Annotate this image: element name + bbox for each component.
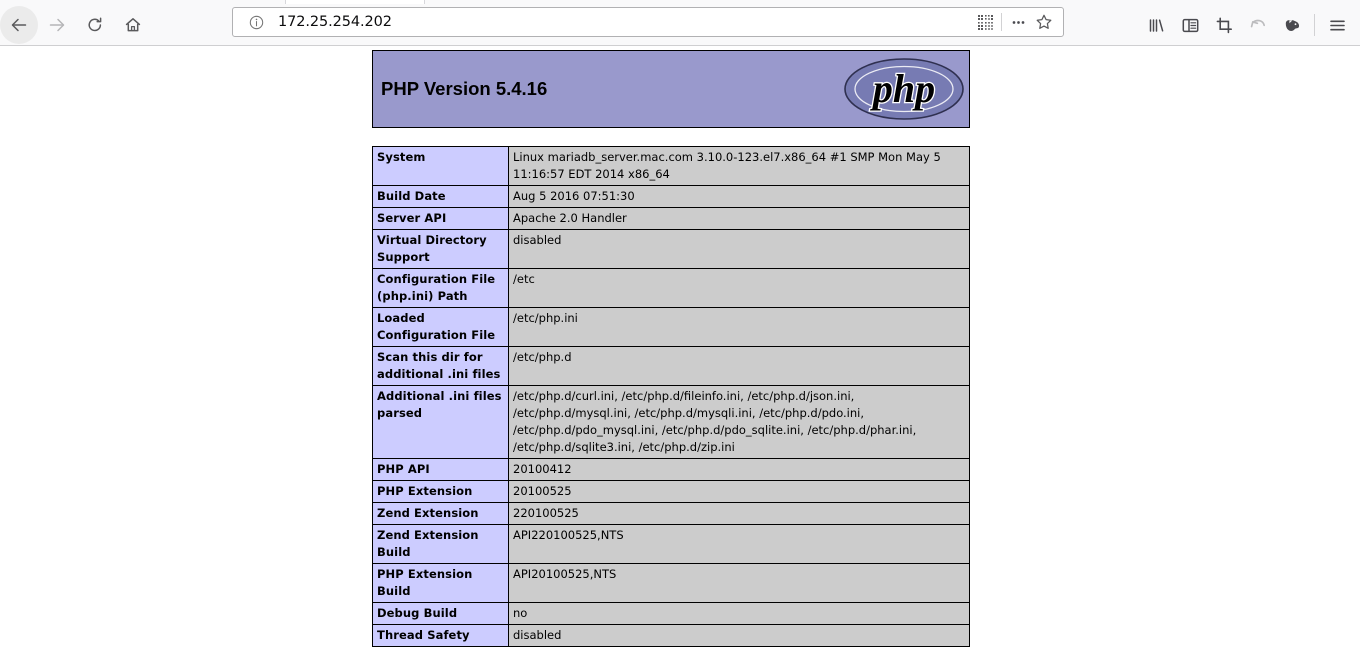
table-cell-key: PHP Extension [373,481,509,503]
home-icon [124,16,142,34]
table-row [373,186,970,208]
table-cell-key: Thread Safety [373,625,509,647]
phpinfo-table [372,146,970,647]
toolbar-divider [1314,14,1315,36]
info-icon[interactable] [243,9,269,35]
table-cell-key: PHP Extension Build [373,564,509,603]
table-row [373,525,970,564]
qr-code-icon[interactable] [972,9,998,35]
table-cell-value: /etc/php.d [509,347,970,386]
table-cell-key: Loaded Configuration File [373,308,509,347]
table-cell-value: Aug 5 2016 07:51:30 [509,186,970,208]
library-button[interactable] [1139,8,1173,42]
table-cell-value: disabled [509,625,970,647]
phpinfo-banner [372,50,970,128]
table-cell-key: PHP API [373,459,509,481]
table-cell-key: Zend Extension Build [373,525,509,564]
table-row [373,564,970,603]
table-cell-key: Scan this dir for additional .ini files [373,347,509,386]
ellipsis-glyph-icon [1010,14,1027,31]
table-cell-key: Configuration File (php.ini) Path [373,269,509,308]
svg-text:php: php [872,66,936,111]
library-books-icon [1147,16,1166,35]
evernote-elephant-icon [1283,16,1302,35]
forward-arrow-icon [48,16,66,34]
table-row [373,459,970,481]
php-logo-icon [843,56,965,122]
table-cell-value: disabled [509,230,970,269]
qr-code-glyph-icon [977,14,994,31]
sidebar-panel-icon [1181,16,1200,35]
table-row [373,269,970,308]
menu-button[interactable] [1320,8,1354,42]
sidebar-button[interactable] [1173,8,1207,42]
table-cell-value: /etc/php.ini [509,308,970,347]
reload-button[interactable] [76,6,114,44]
table-row [373,503,970,525]
browser-chrome [0,0,1360,46]
table-cell-value: /etc [509,269,970,308]
table-cell-value: 20100412 [509,459,970,481]
url-input[interactable]: 172.25.254.202 [278,14,392,30]
table-row [373,386,970,459]
info-circle-icon [249,15,264,30]
phpinfo-table-body [373,147,970,647]
undo-button[interactable] [1241,8,1275,42]
table-row [373,208,970,230]
hamburger-menu-icon [1328,16,1347,35]
bookmark-star-icon[interactable] [1031,9,1057,35]
table-row [373,481,970,503]
table-row [373,230,970,269]
table-cell-value: API20100525,NTS [509,564,970,603]
table-cell-value: 220100525 [509,503,970,525]
url-bar[interactable] [232,7,1064,37]
table-cell-key: Additional .ini files parsed [373,386,509,459]
table-cell-value: Linux mariadb_server.mac.com 3.10.0-123.el7.x86_64 #1 SMP Mon May 5 11:16:57 EDT 2014 x86_64 [509,147,970,186]
home-button[interactable] [114,6,152,44]
table-row [373,308,970,347]
table-cell-value: API220100525,NTS [509,525,970,564]
table-cell-key: Server API [373,208,509,230]
table-cell-value: 20100525 [509,481,970,503]
table-cell-key: Zend Extension [373,503,509,525]
table-cell-key: System [373,147,509,186]
table-cell-key: Debug Build [373,603,509,625]
forward-button[interactable] [38,6,76,44]
table-cell-value: Apache 2.0 Handler [509,208,970,230]
table-row [373,347,970,386]
navigation-buttons [0,4,152,46]
table-cell-key: Virtual Directory Support [373,230,509,269]
page-content [0,46,1360,643]
page-title: PHP Version 5.4.16 [381,78,548,99]
reload-icon [86,16,104,34]
star-glyph-icon [1035,13,1053,31]
crop-screenshot-icon [1215,16,1234,35]
page-actions-ellipsis-icon[interactable] [1005,9,1031,35]
back-button[interactable] [0,6,38,44]
table-cell-value: no [509,603,970,625]
evernote-clipper-button[interactable] [1275,8,1309,42]
table-cell-value: /etc/php.d/curl.ini, /etc/php.d/fileinfo.ini, /etc/php.d/json.ini, /etc/php.d/mysql.ini, /etc/php.d/mysqli.ini, /etc/php.d/pdo.ini, /etc/php.d/pdo_mysql.ini, /etc/php.d/pdo_sqlite.ini, /etc/php.d/phar.ini, /etc/php.d/sqlite3.ini, /etc/php.d/zip.ini [509,386,970,459]
table-row [373,147,970,186]
back-arrow-icon [10,16,28,34]
table-row [373,603,970,625]
url-bar-divider [1001,13,1002,31]
browser-tab[interactable] [285,0,425,4]
browser-toolbar-right [1139,4,1360,46]
undo-arrow-icon [1249,16,1268,35]
screenshot-button[interactable] [1207,8,1241,42]
table-row [373,625,970,647]
table-cell-key: Build Date [373,186,509,208]
